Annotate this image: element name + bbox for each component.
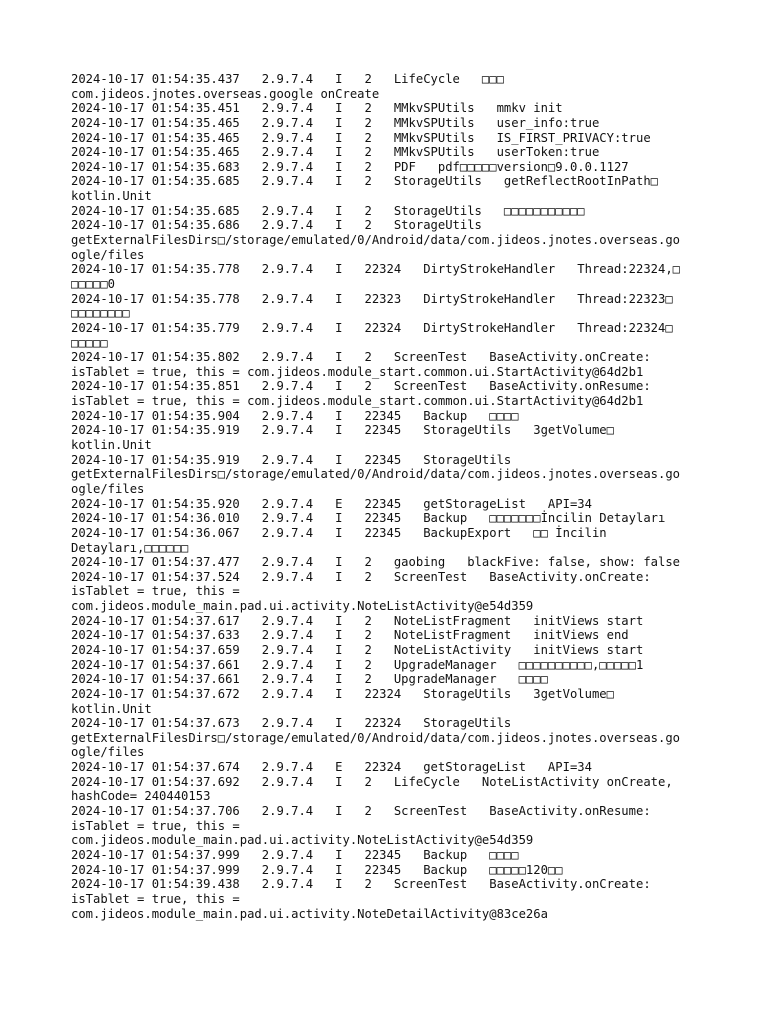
log-line: 2024-10-17 01:54:35.683 2.9.7.4 I 2 PDF pdf□□□□□version□9.0.0.1127 — [71, 159, 629, 174]
log-line: kotlin.Unit — [71, 189, 152, 204]
log-line: ogle/files — [71, 247, 145, 262]
log-line: □□□□□□□□ — [71, 306, 130, 321]
log-line: hashCode= 240440153 — [71, 789, 211, 804]
log-line: 2024-10-17 01:54:35.802 2.9.7.4 I 2 ScreenTest BaseActivity.onCreate: — [71, 350, 651, 365]
log-line: getExternalFilesDirs□/storage/emulated/0/Android/data/com.jideos.jnotes.overseas.go — [71, 467, 681, 482]
log-line: com.jideos.module_main.pad.ui.activity.NoteDetailActivity@83ce26a — [71, 906, 548, 921]
log-line: 2024-10-17 01:54:36.067 2.9.7.4 I 22345 BackupExport □□ İncilin — [71, 525, 607, 540]
log-line: 2024-10-17 01:54:36.010 2.9.7.4 I 22345 Backup □□□□□□□İncilin Detayları — [71, 511, 666, 526]
log-line: 2024-10-17 01:54:37.674 2.9.7.4 E 22324 getStorageList API=34 — [71, 760, 592, 775]
log-line: 2024-10-17 01:54:35.920 2.9.7.4 E 22345 getStorageList API=34 — [71, 496, 592, 511]
log-line: 2024-10-17 01:54:37.999 2.9.7.4 I 22345 Backup □□□□□120□□ — [71, 862, 563, 877]
log-line: 2024-10-17 01:54:35.686 2.9.7.4 I 2 StorageUtils — [71, 218, 482, 233]
log-line: isTablet = true, this = com.jideos.module_start.common.ui.StartActivity@64d2b1 — [71, 364, 644, 379]
log-line: 2024-10-17 01:54:35.685 2.9.7.4 I 2 StorageUtils □□□□□□□□□□□ — [71, 203, 585, 218]
log-line: 2024-10-17 01:54:35.778 2.9.7.4 I 22323 DirtyStrokeHandler Thread:22323□ — [71, 291, 673, 306]
log-line: 2024-10-17 01:54:35.779 2.9.7.4 I 22324 DirtyStrokeHandler Thread:22324□ — [71, 320, 673, 335]
log-line: com.jideos.jnotes.overseas.google onCreate — [71, 86, 380, 101]
log-line: ogle/files — [71, 745, 145, 760]
log-line: Detayları,□□□□□□ — [71, 540, 189, 555]
log-line: 2024-10-17 01:54:35.778 2.9.7.4 I 22324 DirtyStrokeHandler Thread:22324,□ — [71, 262, 681, 277]
log-line: 2024-10-17 01:54:37.672 2.9.7.4 I 22324 StorageUtils 3getVolume□ — [71, 686, 614, 701]
log-line: 2024-10-17 01:54:35.919 2.9.7.4 I 22345 StorageUtils — [71, 452, 512, 467]
log-line: 2024-10-17 01:54:37.633 2.9.7.4 I 2 NoteListFragment initViews end — [71, 628, 629, 643]
log-line: 2024-10-17 01:54:37.999 2.9.7.4 I 22345 Backup □□□□ — [71, 847, 519, 862]
log-line: isTablet = true, this = com.jideos.module_start.common.ui.StartActivity@64d2b1 — [71, 394, 644, 409]
log-line: com.jideos.module_main.pad.ui.activity.NoteListActivity@e54d359 — [71, 599, 534, 614]
log-line: 2024-10-17 01:54:35.465 2.9.7.4 I 2 MMkvSPUtils user_info:true — [71, 115, 600, 130]
log-line: 2024-10-17 01:54:37.706 2.9.7.4 I 2 ScreenTest BaseActivity.onResume: — [71, 804, 651, 819]
log-line: 2024-10-17 01:54:35.919 2.9.7.4 I 22345 StorageUtils 3getVolume□ — [71, 423, 614, 438]
log-line: 2024-10-17 01:54:35.904 2.9.7.4 I 22345 Backup □□□□ — [71, 408, 519, 423]
log-line: kotlin.Unit — [71, 701, 152, 716]
log-line: □□□□□ — [71, 335, 108, 350]
log-line: ogle/files — [71, 481, 145, 496]
log-line: 2024-10-17 01:54:37.692 2.9.7.4 I 2 LifeCycle NoteListActivity onCreate, — [71, 774, 673, 789]
log-line: 2024-10-17 01:54:35.685 2.9.7.4 I 2 StorageUtils getReflectRootInPath□ — [71, 174, 658, 189]
log-line: 2024-10-17 01:54:35.465 2.9.7.4 I 2 MMkvSPUtils userToken:true — [71, 145, 600, 160]
log-line: 2024-10-17 01:54:37.661 2.9.7.4 I 2 UpgradeManager □□□□□□□□□□,□□□□□1 — [71, 657, 644, 672]
log-line: isTablet = true, this = — [71, 818, 240, 833]
log-line: isTablet = true, this = — [71, 584, 240, 599]
log-line: 2024-10-17 01:54:37.477 2.9.7.4 I 2 gaobing blackFive: false, show: false — [71, 555, 681, 570]
log-line: 2024-10-17 01:54:37.617 2.9.7.4 I 2 NoteListFragment initViews start — [71, 613, 644, 628]
log-text-block — [71, 72, 701, 921]
log-line: 2024-10-17 01:54:37.524 2.9.7.4 I 2 ScreenTest BaseActivity.onCreate: — [71, 569, 651, 584]
log-line: kotlin.Unit — [71, 438, 152, 453]
log-line: 2024-10-17 01:54:39.438 2.9.7.4 I 2 ScreenTest BaseActivity.onCreate: — [71, 877, 651, 892]
log-line: 2024-10-17 01:54:35.465 2.9.7.4 I 2 MMkvSPUtils IS_FIRST_PRIVACY:true — [71, 130, 651, 145]
log-line: □□□□□0 — [71, 276, 116, 291]
log-line: 2024-10-17 01:54:35.851 2.9.7.4 I 2 ScreenTest BaseActivity.onResume: — [71, 379, 651, 394]
log-line: com.jideos.module_main.pad.ui.activity.NoteListActivity@e54d359 — [71, 833, 534, 848]
log-line: getExternalFilesDirs□/storage/emulated/0/Android/data/com.jideos.jnotes.overseas.go — [71, 730, 681, 745]
log-line: isTablet = true, this = — [71, 891, 240, 906]
log-line: getExternalFilesDirs□/storage/emulated/0/Android/data/com.jideos.jnotes.overseas.go — [71, 233, 681, 248]
log-line: 2024-10-17 01:54:37.661 2.9.7.4 I 2 UpgradeManager □□□□ — [71, 672, 548, 687]
log-line: 2024-10-17 01:54:37.659 2.9.7.4 I 2 NoteListActivity initViews start — [71, 642, 644, 657]
log-line: 2024-10-17 01:54:37.673 2.9.7.4 I 22324 StorageUtils — [71, 716, 512, 731]
log-line: 2024-10-17 01:54:35.451 2.9.7.4 I 2 MMkvSPUtils mmkv init — [71, 101, 563, 116]
log-line: 2024-10-17 01:54:35.437 2.9.7.4 I 2 LifeCycle □□□ — [71, 72, 504, 86]
